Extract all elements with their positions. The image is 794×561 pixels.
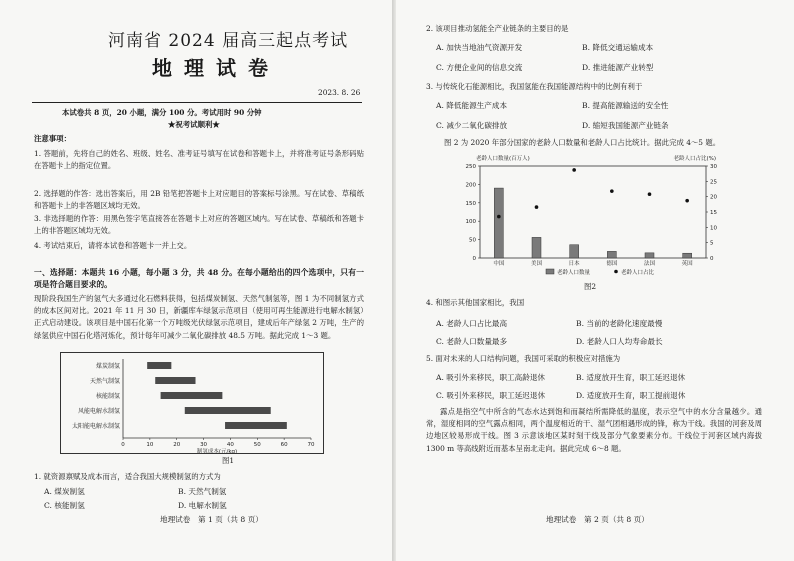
question-2: 2. 该项目推动氢能全产业链条的主要目的是: [426, 24, 569, 33]
fig1-range-bar: [225, 422, 287, 429]
note-2: 2. 选择题的作答：选出答案后，用 2B 铅笔把答题卡上对应题目的答案标号涂黑。写在试卷、草稿纸和答题卡上的非答题区域均无效。: [34, 189, 364, 211]
fig2-point: [685, 199, 689, 203]
fig2-bar: [683, 253, 692, 258]
question-1: 1. 就资源禀赋及成本而言，适合我国大规模制氢的方式为: [34, 472, 221, 481]
fig2-category-label: 德国: [606, 261, 618, 267]
question-4: 4. 和图示其他国家相比，我国: [426, 298, 525, 307]
question-5: 5. 面对未来的人口结构问题，我国可采取的积极应对措施为: [426, 354, 621, 363]
fig2-bar: [645, 253, 654, 258]
fig2-category-label: 日本: [568, 261, 580, 267]
fig2-plot-frame: [480, 166, 706, 258]
fig2-right-axis-title: 老龄人口占比(%): [673, 156, 716, 162]
fig2-point: [610, 189, 614, 193]
fig1-category-label: 太阳能电解水制氢: [71, 423, 120, 430]
exam-subject: 地理试卷: [152, 56, 280, 80]
q2-option-c[interactable]: C. 方便企业间的信息交流: [436, 63, 523, 72]
fig2-left-axis-title: 老龄人口数量(百万人): [476, 156, 530, 162]
fig2-category-label: 英国: [681, 261, 693, 267]
note-3: 3. 非选择题的作答：用黑色签字笔直接答在答题卡上对应的答题区域内。写在试卷、草稿纸和答题卡上的非答题区域均无效。: [34, 214, 364, 236]
fig2-bar: [532, 237, 541, 258]
figure-2-chart: [450, 152, 740, 280]
fig1-x-axis-title: 制氢成本(元/kg): [196, 449, 238, 453]
fig1-x-tick-label: 20: [173, 442, 181, 448]
fig1-category-label: 煤炭制氢: [95, 363, 120, 370]
fig1-range-bar: [161, 392, 223, 399]
fig1-x-tick-label: 30: [200, 442, 208, 448]
passage-2: 露点是指空气中所含的气态水达到饱和而凝结所需降低的温度，表示空气中的水分含量越少。通常，湿度相同的空气露点相同，两个温度相近的干、湿气团相遇形成的锋，称为干线。我国的河套及周边地区较易形成干线。图 3 示意该地区某时刻干线及部分气象要素分布。干线位于河套区域内海拔 1300 m 等高线附近而基本呈南北走向。据此完成 6～8 题。: [426, 407, 762, 453]
question-3: 3. 与传统化石能源相比，我国氢能在我国能源结构中的比例有利于: [426, 82, 643, 91]
figure-1-caption: 图1: [222, 456, 235, 465]
q5-option-c[interactable]: C. 吸引外来移民，职工延迟退休: [436, 391, 546, 400]
fig2-legend-dot-label: 老龄人口占比: [621, 270, 655, 276]
fig2-bar: [570, 245, 579, 258]
fig2-left-tick-label: 0: [472, 256, 476, 262]
fig2-right-tick-label: 20: [710, 194, 717, 201]
figure-1-frame: [60, 352, 324, 454]
q4-option-d[interactable]: D. 老龄人口人均寿命最长: [576, 337, 663, 346]
fig2-right-tick-label: 25: [710, 179, 717, 186]
fig2-left-tick-label: 100: [465, 219, 476, 226]
q5-option-d[interactable]: D. 适度放开生育，职工提前退休: [576, 391, 686, 400]
fig1-x-tick-label: 40: [226, 442, 234, 448]
fig2-category-label: 美国: [530, 261, 543, 267]
fig2-right-tick-label: 30: [710, 164, 717, 170]
fig1-range-bar: [147, 362, 171, 369]
q1-option-b[interactable]: B. 天然气制氢: [178, 487, 227, 496]
fig2-legend-dot-swatch: [614, 270, 618, 274]
q4-option-b[interactable]: B. 当前的老龄化速度最慢: [576, 319, 663, 328]
fig2-left-tick-label: 50: [469, 237, 476, 244]
notes-heading: 注意事项：: [34, 134, 71, 143]
note-4: 4. 考试结束后，请将本试卷和答题卡一并上交。: [34, 241, 192, 250]
fig2-category-label: 中国: [493, 261, 505, 267]
q4-option-a[interactable]: A. 老龄人口占比最高: [436, 319, 508, 328]
fig1-category-label: 风能电解水制氢: [77, 408, 120, 415]
fig2-left-tick-label: 200: [465, 182, 476, 189]
page-1-footer: 地理试卷 第 1 页（共 8 页）: [160, 515, 263, 524]
q1-option-c[interactable]: C. 核能制氢: [44, 501, 85, 510]
fig2-bar: [607, 251, 616, 258]
page-1: [0, 0, 392, 561]
figure-2-intro: 图 2 为 2020 年部分国家的老龄人口数量和老龄人口占比统计。据此完成 4～5 题。: [444, 138, 721, 147]
figure-2-caption: 图2: [584, 282, 597, 291]
fig1-x-tick-label: 70: [307, 442, 315, 448]
exam-date: 2023. 8. 26: [318, 88, 361, 97]
figure-2-area: [450, 152, 740, 280]
q5-option-b[interactable]: B. 适度放开生育，职工延迟退休: [576, 373, 686, 382]
fig1-x-tick-label: 10: [146, 442, 154, 448]
fig1-x-tick-label: 50: [253, 442, 261, 448]
header-rule: [32, 102, 362, 103]
fig1-category-label: 核能制氢: [95, 393, 120, 400]
exam-title: 河南省 2024 届高三起点考试: [108, 31, 349, 51]
fig2-legend-bar-swatch: [546, 269, 554, 274]
fig2-left-tick-label: 250: [465, 164, 476, 170]
fig2-right-tick-label: 10: [710, 225, 717, 232]
fig2-point: [572, 168, 576, 172]
page-2-footer: 地理试卷 第 2 页（共 8 页）: [546, 515, 649, 524]
q2-option-d[interactable]: D. 推进能源产业转型: [582, 63, 654, 72]
fig2-right-tick-label: 0: [710, 256, 714, 262]
fig2-point: [648, 192, 652, 196]
fig2-legend-bar-label: 老龄人口数量: [557, 270, 591, 276]
fig2-point: [535, 205, 539, 209]
q2-option-b[interactable]: B. 降低交通运输成本: [582, 43, 654, 52]
passage-1: 现阶段我国生产的氢气大多通过化石燃料获得，包括煤炭制氢、天然气制氢等，图 1 为不同制氢方式的成本区间对比。2021 年 11 月 30 日，新疆库车绿氢示范项目（使用可再生能源进行电解水制氢）正式启动建设。该项目是中国石化第一个万吨级光伏绿氢示范项目，建成后年产绿氢 2 万吨，生产的绿氢供应中国石化塔河炼化，预计每年可减少二氧化碳排放 48.5 万吨。据此完成 1～3 题。: [34, 294, 364, 340]
fig1-range-bar: [155, 377, 195, 384]
fig2-right-tick-label: 5: [710, 240, 714, 247]
q2-option-a[interactable]: A. 加快当地油气资源开发: [436, 43, 523, 52]
q1-option-d[interactable]: D. 电解水制氢: [178, 501, 227, 510]
q1-option-a[interactable]: A. 煤炭制氢: [44, 487, 85, 496]
q4-option-c[interactable]: C. 老龄人口数量最多: [436, 337, 508, 346]
fig1-range-bar: [185, 407, 271, 414]
fig1-category-label: 天然气制氢: [89, 378, 120, 385]
fig2-bar: [494, 188, 503, 258]
note-1: 1. 答题前，先将自己的姓名、班级、姓名、准考证号填写在试卷和答题卡上，并将准考证号条形码贴在答题卡上的指定位置。: [34, 149, 364, 171]
figure-1-chart: [61, 353, 323, 453]
fig2-point: [497, 215, 501, 219]
exam-info: 本试卷共 8 页，20 小题，满分 100 分。考试用时 90 分钟: [62, 108, 262, 117]
q3-option-c[interactable]: C. 减少二氧化碳排放: [436, 121, 508, 130]
fig1-x-tick-label: 60: [280, 442, 288, 448]
q5-option-a[interactable]: A. 吸引外来移民，职工高龄退休: [436, 373, 546, 382]
good-luck: ★祝考试顺利★: [168, 120, 220, 129]
page-2: [396, 0, 794, 561]
fig2-left-tick-label: 150: [465, 200, 476, 207]
fig2-right-tick-label: 15: [710, 210, 717, 216]
section1-heading: 一、选择题：本题共 16 小题，每小题 3 分，共 48 分。在每小题给出的四个选项中，只有一项是符合题目要求的。: [34, 268, 364, 290]
q3-option-a[interactable]: A. 降低能源生产成本: [436, 101, 508, 110]
fig2-category-label: 法国: [643, 261, 656, 267]
q3-option-d[interactable]: D. 缩短我国能源产业链条: [582, 121, 669, 130]
q3-option-b[interactable]: B. 提高能源输送的安全性: [582, 101, 669, 110]
fig1-x-tick-label: 0: [121, 442, 125, 448]
